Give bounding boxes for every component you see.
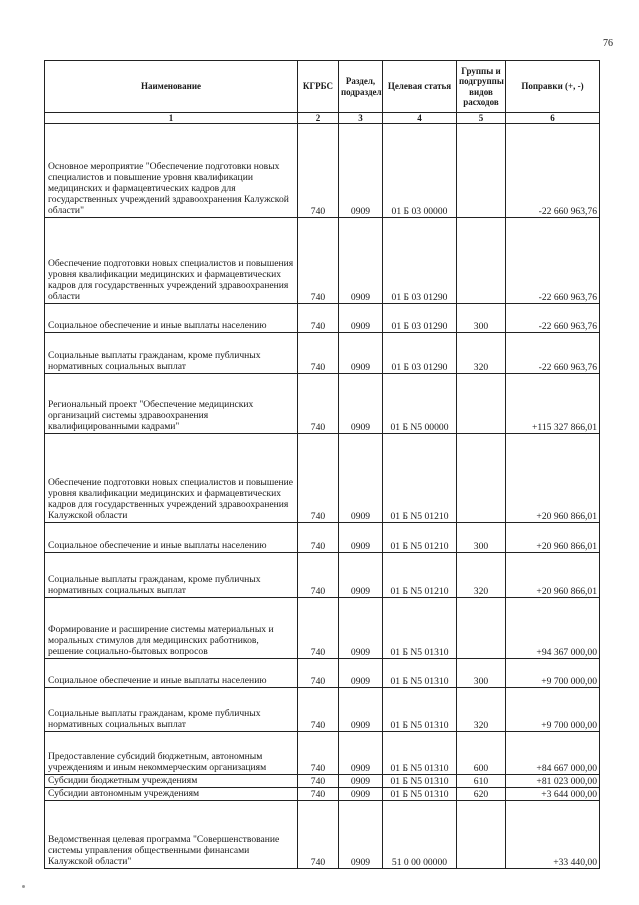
- row-name: Социальное обеспечение и иные выплаты населению: [45, 523, 298, 553]
- row-section: 0909: [339, 775, 383, 788]
- row-name: Региональный проект "Обеспечение медицинских организаций системы здравоохранения квалифицированными кадрами": [45, 374, 298, 434]
- row-kgrbs: 740: [298, 801, 339, 869]
- row-section: 0909: [339, 333, 383, 374]
- row-amount: +20 960 866,01: [506, 553, 600, 598]
- row-kgrbs: 740: [298, 659, 339, 688]
- row-expense-group: [457, 434, 506, 523]
- row-kgrbs: 740: [298, 218, 339, 304]
- column-number: 1: [45, 113, 298, 124]
- header-target-article: Целевая статья: [383, 61, 457, 113]
- table-row: [45, 523, 600, 553]
- page-number: 76: [603, 38, 613, 49]
- row-kgrbs: 740: [298, 688, 339, 732]
- row-amount: -22 660 963,76: [506, 304, 600, 333]
- row-amount: +20 960 866,01: [506, 523, 600, 553]
- row-amount: +33 440,00: [506, 801, 600, 869]
- row-target-article: 01 Б N5 00000: [383, 374, 457, 434]
- row-target-article: 01 Б N5 01310: [383, 659, 457, 688]
- row-expense-group: 300: [457, 523, 506, 553]
- row-name: Субсидии автономным учреждениям: [45, 788, 298, 801]
- row-expense-group: 320: [457, 688, 506, 732]
- row-kgrbs: 740: [298, 374, 339, 434]
- row-name: Обеспечение подготовки новых специалистов и повышение уровня квалификации медицинских и фармацевтических кадров для государственных учреждений здравоохранения Калужской области: [45, 434, 298, 523]
- row-kgrbs: 740: [298, 598, 339, 659]
- row-amount: +84 667 000,00: [506, 732, 600, 775]
- row-name: Формирование и расширение системы материальных и моральных стимулов для медицинских работников, решение социально-бытовых вопросов: [45, 598, 298, 659]
- column-number: 4: [383, 113, 457, 124]
- header-expense-groups: Группы и подгруппы видов расходов: [457, 61, 506, 113]
- table-row: [45, 801, 600, 869]
- row-kgrbs: 740: [298, 788, 339, 801]
- table-row: [45, 374, 600, 434]
- table-row: [45, 553, 600, 598]
- row-amount: +3 644 000,00: [506, 788, 600, 801]
- row-expense-group: [457, 598, 506, 659]
- row-kgrbs: 740: [298, 553, 339, 598]
- table-row: [45, 124, 600, 218]
- row-amount: +115 327 866,01: [506, 374, 600, 434]
- row-expense-group: [457, 801, 506, 869]
- table-row: [45, 732, 600, 775]
- row-target-article: 01 Б 03 01290: [383, 218, 457, 304]
- row-amount: +94 367 000,00: [506, 598, 600, 659]
- budget-amendments-table: [44, 60, 600, 869]
- header-section: Раздел, подраздел: [339, 61, 383, 113]
- row-expense-group: 610: [457, 775, 506, 788]
- row-kgrbs: 740: [298, 124, 339, 218]
- row-kgrbs: 740: [298, 775, 339, 788]
- row-target-article: 01 Б N5 01310: [383, 788, 457, 801]
- row-target-article: 01 Б N5 01210: [383, 434, 457, 523]
- row-target-article: 01 Б 03 01290: [383, 304, 457, 333]
- column-number: 5: [457, 113, 506, 124]
- table-row: [45, 775, 600, 788]
- row-section: 0909: [339, 374, 383, 434]
- row-expense-group: 600: [457, 732, 506, 775]
- row-target-article: 01 Б 03 00000: [383, 124, 457, 218]
- row-target-article: 01 Б N5 01310: [383, 775, 457, 788]
- row-section: 0909: [339, 598, 383, 659]
- row-amount: -22 660 963,76: [506, 218, 600, 304]
- row-section: 0909: [339, 523, 383, 553]
- row-name: Социальное обеспечение и иные выплаты населению: [45, 659, 298, 688]
- row-name: Социальные выплаты гражданам, кроме публичных нормативных социальных выплат: [45, 553, 298, 598]
- row-expense-group: 620: [457, 788, 506, 801]
- table-row: [45, 333, 600, 374]
- row-target-article: 01 Б N5 01310: [383, 598, 457, 659]
- row-amount: +9 700 000,00: [506, 688, 600, 732]
- table-row: [45, 688, 600, 732]
- row-target-article: 51 0 00 00000: [383, 801, 457, 869]
- row-expense-group: 300: [457, 659, 506, 688]
- row-name: Социальные выплаты гражданам, кроме публичных нормативных социальных выплат: [45, 333, 298, 374]
- table-row: [45, 598, 600, 659]
- row-name: Ведомственная целевая программа "Совершенствование системы управления общественными финансами Калужской области": [45, 801, 298, 869]
- scan-dot: [22, 885, 25, 888]
- row-section: 0909: [339, 801, 383, 869]
- table-row: [45, 218, 600, 304]
- row-target-article: 01 Б N5 01310: [383, 688, 457, 732]
- row-section: 0909: [339, 732, 383, 775]
- row-amount: +20 960 866,01: [506, 434, 600, 523]
- row-expense-group: 320: [457, 333, 506, 374]
- row-amount: -22 660 963,76: [506, 333, 600, 374]
- row-kgrbs: 740: [298, 304, 339, 333]
- header-kgrbs: КГРБС: [298, 61, 339, 113]
- header-row: [45, 61, 600, 113]
- row-section: 0909: [339, 124, 383, 218]
- row-name: Основное мероприятие "Обеспечение подготовки новых специалистов и повышение уровня квалификации медицинских и фармацевтических кадров для государственных учреждений здравоохранения Калужской области": [45, 124, 298, 218]
- table-row: [45, 788, 600, 801]
- row-name: Социальные выплаты гражданам, кроме публичных нормативных социальных выплат: [45, 688, 298, 732]
- row-expense-group: 300: [457, 304, 506, 333]
- row-target-article: 01 Б 03 01290: [383, 333, 457, 374]
- row-expense-group: [457, 374, 506, 434]
- row-section: 0909: [339, 788, 383, 801]
- row-section: 0909: [339, 659, 383, 688]
- row-amount: -22 660 963,76: [506, 124, 600, 218]
- row-expense-group: 320: [457, 553, 506, 598]
- row-section: 0909: [339, 553, 383, 598]
- header-amendments: Поправки (+, -): [506, 61, 600, 113]
- row-expense-group: [457, 124, 506, 218]
- table-row: [45, 659, 600, 688]
- row-name: Социальное обеспечение и иные выплаты населению: [45, 304, 298, 333]
- row-section: 0909: [339, 434, 383, 523]
- column-number: 6: [506, 113, 600, 124]
- row-section: 0909: [339, 304, 383, 333]
- column-number: 2: [298, 113, 339, 124]
- row-kgrbs: 740: [298, 434, 339, 523]
- row-name: Субсидии бюджетным учреждениям: [45, 775, 298, 788]
- row-section: 0909: [339, 688, 383, 732]
- row-name: Обеспечение подготовки новых специалистов и повышения уровня квалификации медицинских и фармацевтических кадров для государственных учреждений здравоохранения области: [45, 218, 298, 304]
- row-target-article: 01 Б N5 01210: [383, 553, 457, 598]
- row-target-article: 01 Б N5 01210: [383, 523, 457, 553]
- row-amount: +9 700 000,00: [506, 659, 600, 688]
- row-kgrbs: 740: [298, 333, 339, 374]
- row-section: 0909: [339, 218, 383, 304]
- column-number-row: [45, 113, 600, 124]
- row-kgrbs: 740: [298, 732, 339, 775]
- row-kgrbs: 740: [298, 523, 339, 553]
- row-expense-group: [457, 218, 506, 304]
- column-number: 3: [339, 113, 383, 124]
- row-name: Предоставление субсидий бюджетным, автономным учреждениям и иным некоммерческим организациям: [45, 732, 298, 775]
- header-name: Наименование: [45, 61, 298, 113]
- row-target-article: 01 Б N5 01310: [383, 732, 457, 775]
- table-row: [45, 304, 600, 333]
- table-row: [45, 434, 600, 523]
- row-amount: +81 023 000,00: [506, 775, 600, 788]
